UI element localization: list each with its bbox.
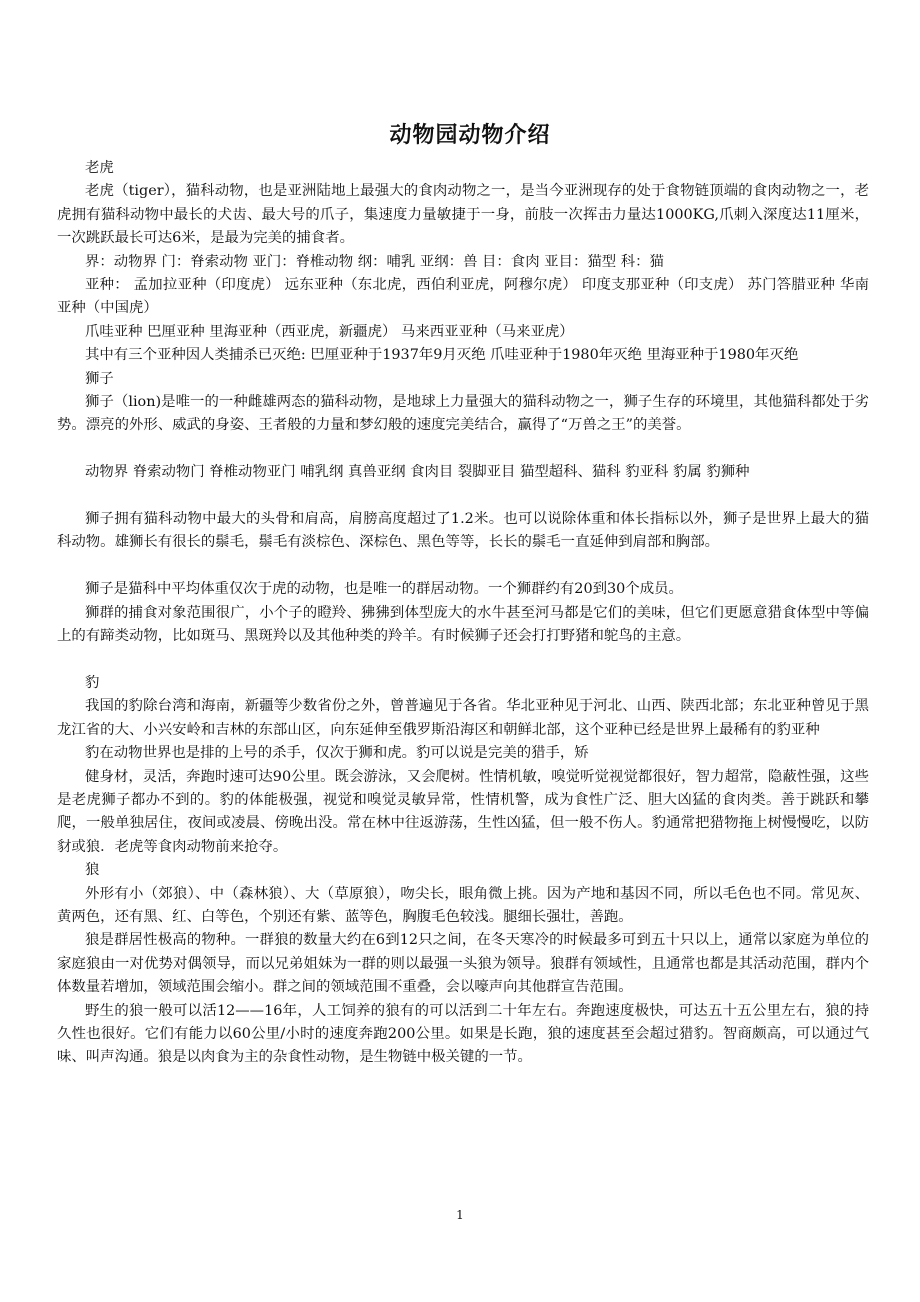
- paragraph-leopard-hunter: 豹在动物世界也是排的上号的杀手，仅次于狮和虎。豹可以说是完美的猎手，矫: [85, 745, 589, 762]
- document-body: [57, 157, 869, 1070]
- heading-tiger: 老虎: [85, 160, 114, 176]
- paragraph-wolf-appearance: 外形有小（郊狼）、中（森林狼）、大（草原狼），吻尖长，眼角微上挑。因为产地和基因不同，所以毛色也不同。常见灰、黄两色，还有黑、红、白等色，个别还有紫、蓝等色，胸腹毛色较浅。腿细长强壮，善跑。: [57, 885, 869, 925]
- paragraph-tiger-taxonomy: 界：动物界 门：脊索动物 亚门：脊椎动物 纲：哺乳 亚纲：兽 目：食肉 亚目：猫型 科：猫: [85, 253, 664, 270]
- blank-line: [57, 648, 869, 671]
- paragraph-lion-prey: 狮群的捕食对象范围很广，小个子的瞪羚、狒狒到体型庞大的水牛甚至河马都是它们的美味，但它们更愿意猎食体型中等偏上的有蹄类动物，比如斑马、黑斑羚以及其他种类的羚羊。有时候狮子还会打打野猪和鸵鸟的主意。: [57, 604, 869, 645]
- paragraph-lion-pride: 狮子是猫科中平均体重仅次于虎的动物，也是唯一的群居动物。一个狮群约有20到30个成员。: [85, 581, 683, 598]
- paragraph-tiger-intro: 老虎（tiger），猫科动物，也是亚洲陆地上最强大的食肉动物之一，是当今亚洲现存的处于食物链顶端的食肉动物之一，老虎拥有猫科动物中最长的犬齿、最大号的爪子，集速度力量敏捷于一身，前肢一次挥击力量达1000KG,爪刺入深度达11厘米，一次跳跃最长可达6米，是最为完美的捕食者。: [57, 183, 869, 247]
- heading-leopard: 豹: [85, 674, 100, 691]
- document-title: 动物园动物介绍: [389, 123, 551, 148]
- blank-line: [57, 485, 869, 508]
- heading-lion: 狮子: [85, 370, 114, 387]
- paragraph-lion-size: 狮子拥有猫科动物中最大的头骨和肩高，肩膀高度超过了1.2米。也可以说除体重和体长指标以外，狮子是世界上最大的猫科动物。雄狮长有很长的鬃毛，鬃毛有淡棕色、深棕色、黑色等等，长长的鬃毛一直延伸到肩部和胸部。: [57, 511, 869, 551]
- paragraph-wolf-pack: 狼是群居性极高的物种。一群狼的数量大约在6到12只之间，在冬天寒冷的时候最多可到五十只以上，通常以家庭为单位的家庭狼由一对优势对偶领导，而以兄弟姐妹为一群的则以最强一头狼为领导。狼群有领域性，且通常也都是其活动范围，群内个体数量若增加，领域范围会缩小。群之间的领域范围不重叠，会以嚎声向其他群宣告范围。: [57, 932, 869, 996]
- paragraph-lion-intro: 狮子（lion)是唯一的一种雌雄两态的猫科动物，是地球上力量强大的猫科动物之一，狮子生存的环境里，其他猫科都处于劣势。漂亮的外形、威武的身姿、王者般的力量和梦幻般的速度完美结合，赢得了“万兽之王”的美誉。: [57, 394, 869, 434]
- paragraph-tiger-extinct: 其中有三个亚种因人类捕杀已灭绝: 巴厘亚种于1937年9月灭绝 爪哇亚种于1980年灭绝 里海亚种于1980年灭绝: [85, 347, 799, 364]
- paragraph-tiger-subspecies-extra: 爪哇亚种 巴厘亚种 里海亚种（西亚虎，新疆虎） 马来西亚亚种（马来亚虎）: [85, 323, 574, 340]
- paragraph-leopard-distribution: 我国的豹除台湾和海南，新疆等少数省份之外，曾普遍见于各省。华北亚种见于河北、山西、陕西北部；东北亚种曾见于黑龙江省的大、小兴安岭和吉林的东部山区，向东延伸至俄罗斯沿海区和朝鲜北部，这个亚种已经是世界上最稀有的豹亚种: [57, 698, 869, 738]
- page-number: 1: [456, 1208, 464, 1222]
- heading-wolf: 狼: [85, 862, 100, 879]
- paragraph-lion-taxonomy: 动物界 脊索动物门 脊椎动物亚门 哺乳纲 真兽亚纲 食肉目 裂脚亚目 猫型超科、猫科 豹亚科 豹属 豹狮种: [85, 464, 750, 481]
- paragraph-leopard-abilities: 健身材，灵活，奔跑时速可达90公里。既会游泳，又会爬树。性情机敏，嗅觉听觉视觉都很好，智力超常，隐蔽性强，这些是老虎狮子都办不到的。豹的体能极强，视觉和嗅觉灵敏异常，性情机警，成为食性广泛、胆大凶猛的食肉类。善于跳跃和攀爬，一般单独居住，夜间或凌晨、傍晚出没。常在林中往返游荡，生性凶猛，但一般不伤人。豹通常把猎物拖上树慢慢吃，以防豺或狼．老虎等食肉动物前来抢夺。: [57, 768, 869, 855]
- paragraph-wolf-lifespan: 野生的狼一般可以活12——16年，人工饲养的狼有的可以活到二十年左右。奔跑速度极快，可达五十五公里左右，狼的持久性也很好。它们有能力以60公里/小时的速度奔跑200公里。如果是长跑，狼的速度甚至会超过猎豹。智商颇高，可以通过气味、叫声沟通。狼是以肉食为主的杂食性动物，是生物链中极关键的一节。: [57, 1002, 869, 1066]
- blank-line: [57, 438, 869, 461]
- blank-line: [57, 555, 869, 578]
- paragraph-tiger-subspecies: 亚种： 孟加拉亚种（印度虎） 远东亚种（东北虎，西伯利亚虎，阿穆尔虎） 印度支那亚种（印支虎） 苏门答腊亚种 华南亚种（中国虎）: [57, 277, 869, 317]
